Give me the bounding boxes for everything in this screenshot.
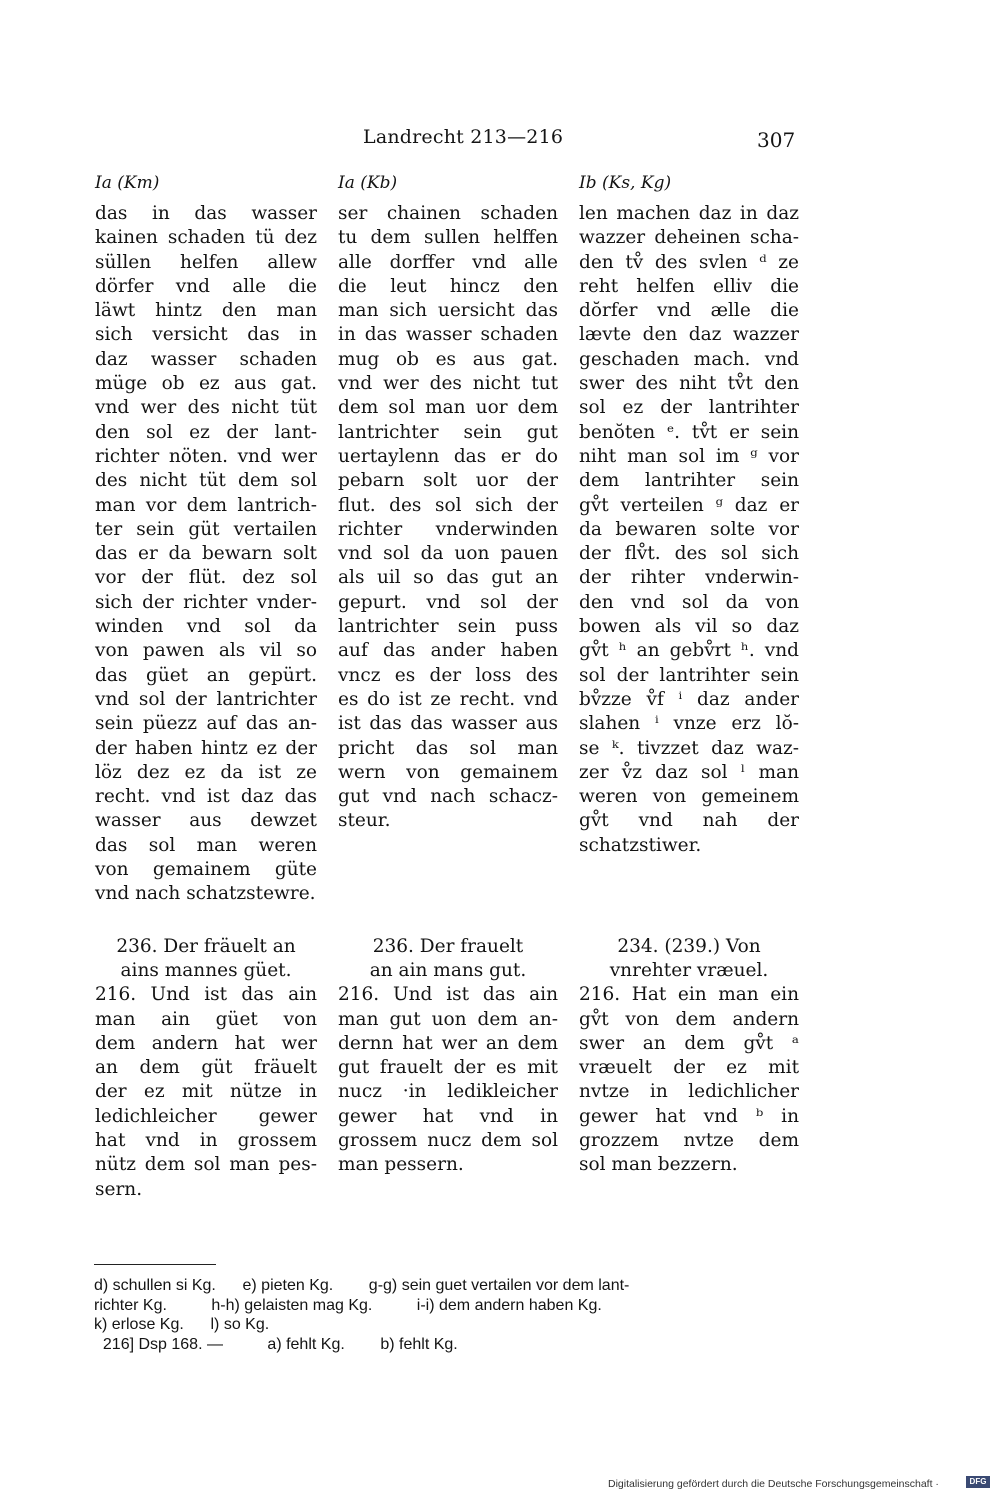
text-line: zer v̊z daz sol ˡ man	[579, 761, 799, 783]
text-line: vræuelt der ez mit	[579, 1057, 799, 1079]
body-text-ks-kg	[579, 202, 799, 858]
footnote-line: k) erlose Kg. l) so Kg.	[94, 1316, 270, 1333]
text-line: man pessern.	[338, 1154, 464, 1176]
column-heading-kb: Ia (Kb)	[338, 173, 398, 193]
text-line: ser chainen schaden	[338, 203, 558, 224]
text-line: nucz ·in ledikleicher	[338, 1081, 558, 1103]
text-line: nütz dem sol man pes-	[95, 1154, 317, 1176]
text-line: gv̊t von dem andern	[579, 1008, 799, 1030]
text-line: weren von gemeinem	[579, 786, 799, 808]
column-heading-km: Ia (Km)	[95, 173, 160, 193]
text-line: gv̊t verteilen ᵍ daz er	[579, 494, 799, 516]
text-line: 236. Der fräuelt an	[116, 935, 296, 957]
text-line: 216. Und ist das ain	[95, 984, 317, 1006]
text-line: läwt hintz den man	[95, 300, 317, 322]
text-line: dem andern hat wer	[95, 1032, 317, 1054]
text-line: lantrichter sein gut	[338, 421, 558, 443]
text-line: wasser aus dewzet	[95, 810, 317, 832]
section-236-km	[95, 935, 317, 1202]
text-line: den vnd sol da von	[579, 591, 799, 613]
text-line: ledichleicher gewer	[95, 1105, 317, 1127]
text-line: bv̊zze v̊f ⁱ daz ander	[579, 688, 799, 710]
text-line: die leut hincz den	[338, 275, 558, 297]
text-line: mug ob es aus gat.	[338, 348, 558, 370]
text-line: von pawen als vil so	[95, 640, 317, 662]
text-line: des nicht tüt dem sol	[95, 470, 317, 492]
text-line: richter vnderwinden	[338, 518, 558, 540]
text-line: benŏten ᵉ. tv̊t er sein	[579, 421, 799, 443]
text-line: ter sein güt vertailen	[95, 518, 317, 540]
text-line: winden vnd sol da	[95, 616, 317, 638]
text-line: dem lantrihter sein	[579, 470, 799, 492]
footnote-line: 216] Dsp 168. — a) fehlt Kg. b) fehlt Kg.	[94, 1335, 458, 1353]
text-line: slahen ⁱ vnze erz lŏ-	[579, 713, 799, 735]
footnote-rule	[94, 1264, 216, 1265]
text-line: dernn hat wer an dem	[338, 1032, 558, 1054]
text-line: auf das ander haben	[338, 640, 558, 662]
text-line: bowen als vil so daz	[579, 616, 799, 638]
footnotes	[94, 1276, 800, 1354]
text-line: dem sol man uor dem	[338, 397, 558, 419]
text-line: ains mannes güet.	[120, 959, 292, 981]
text-line: an ain mans gut.	[369, 959, 527, 981]
page-number: 307	[757, 128, 796, 152]
text-line: gut frauelt der es mit	[338, 1057, 558, 1079]
text-line: vnd nach schatzstewre.	[95, 883, 316, 905]
text-line: grossem nucz dem sol	[338, 1129, 558, 1151]
text-line: sein püezz auf das an-	[95, 713, 317, 735]
text-line: an dem güt fräuelt	[95, 1057, 317, 1079]
text-line: sol ez der lantrihter	[579, 397, 799, 419]
text-column-ks-kg	[579, 202, 799, 1178]
text-line: vnd sol da uon pauen	[338, 543, 558, 565]
text-line: es do ist ze recht. vnd	[338, 688, 558, 710]
body-text-km	[95, 202, 317, 907]
text-column-km	[95, 202, 317, 1202]
section-234-ks-kg	[579, 935, 799, 1178]
text-line: vnrehter vræuel.	[609, 959, 769, 981]
text-line: gut vnd nach schacz-	[338, 786, 558, 808]
text-line: süllen helfen allew	[95, 251, 317, 273]
text-line: vnd wer des nicht tut	[338, 373, 558, 395]
text-line: grozzem nvtze dem	[579, 1129, 799, 1151]
text-line: vor der flüt. dez sol	[95, 567, 317, 589]
text-line: das in das wasser	[95, 203, 317, 224]
text-line: geschaden mach. vnd	[579, 348, 799, 370]
text-line: der haben hintz ez der	[95, 737, 317, 759]
text-line: schatzstiwer.	[579, 834, 702, 856]
text-line: alle dorffer vnd alle	[338, 251, 558, 273]
text-line: den sol ez der lant-	[95, 421, 317, 443]
text-line: steur.	[338, 810, 391, 832]
text-line: 216. Und ist das ain	[338, 984, 558, 1006]
text-line: swer des niht tv̊t den	[579, 373, 799, 395]
text-line: gepurt. vnd sol der	[338, 591, 558, 613]
text-line: sich versicht das in	[95, 324, 317, 346]
text-line: man vor dem lantrich-	[95, 494, 317, 516]
text-line: sich der richter vnder-	[95, 591, 317, 613]
text-line: müge ob ez aus gat.	[95, 373, 317, 395]
footnote-line: d) schullen si Kg. e) pieten Kg. g-g) sein guet vertailen vor dem lant-	[94, 1277, 630, 1294]
text-line: der ez mit nütze in	[95, 1081, 317, 1103]
text-line: flut. des sol sich der	[338, 494, 558, 516]
text-line: se ᵏ. tivzzet daz waz-	[579, 737, 799, 759]
text-line: richter nöten. vnd wer	[95, 445, 317, 467]
text-line: dŏrfer vnd ælle die	[579, 300, 799, 322]
text-line: sol der lantrihter sein	[579, 664, 799, 686]
digitization-credit: Digitalisierung gefördert durch die Deutsche Forschungsgemeinschaft ·	[608, 1478, 939, 1490]
text-line: daz wasser schaden	[95, 348, 317, 370]
text-line: der rihter vnderwin-	[579, 567, 799, 589]
text-line: pricht das sol man	[338, 737, 558, 759]
text-line: dörfer vnd alle die	[95, 275, 317, 297]
text-line: man sich uersicht das	[338, 300, 558, 322]
text-line: das güet an gepürt.	[95, 664, 317, 686]
text-line: pebarn solt uor der	[338, 470, 558, 492]
text-line: 236. Der frauelt	[372, 935, 524, 957]
text-line: hat vnd in grossem	[95, 1129, 317, 1151]
text-line: das er da bewarn solt	[95, 543, 317, 565]
text-line: als uil so das gut an	[338, 567, 558, 589]
footnote-line: richter Kg. h-h) gelaisten mag Kg. i-i) dem andern haben Kg.	[94, 1296, 602, 1314]
text-line: lævte den daz wazzer	[579, 324, 799, 346]
text-line: den tv̊ des svlen ᵈ ze	[579, 251, 799, 273]
text-line: niht man sol im ᵍ vor	[579, 445, 799, 467]
text-line: lantrichter sein puss	[338, 616, 558, 638]
text-line: vncz es der loss des	[338, 664, 558, 686]
text-line: 234. (239.) Von	[617, 935, 761, 957]
text-line: 216. Hat ein man ein	[579, 984, 799, 1006]
text-line: vnd sol der lantrichter	[95, 688, 317, 710]
text-line: swer an dem gv̊t ᵃ	[579, 1032, 799, 1054]
text-line: nvtze in ledichlicher	[579, 1081, 799, 1103]
body-text-kb	[338, 202, 558, 834]
text-line: man gut uon dem an-	[338, 1008, 558, 1030]
text-line: reht helfen elliv die	[579, 275, 799, 297]
text-line: da bewaren solte vor	[579, 518, 799, 540]
text-line: gv̊t ʰ an gebv̊rt ʰ. vnd	[579, 640, 799, 662]
text-line: wern von gemainem	[338, 761, 558, 783]
text-line: uertaylenn das er do	[338, 445, 558, 467]
text-line: gv̊t vnd nah der	[579, 810, 799, 832]
column-heading-ks-kg: Ib (Ks, Kg)	[579, 173, 672, 193]
text-line: der flv̊t. des sol sich	[579, 543, 799, 565]
dfg-logo: DFG	[966, 1476, 990, 1488]
running-title: Landrecht 213—216	[363, 126, 564, 148]
text-line: das sol man weren	[95, 834, 317, 856]
text-line: kainen schaden tü dez	[95, 227, 317, 249]
text-line: man ain güet von	[95, 1008, 317, 1030]
text-line: sol man bezzern.	[579, 1154, 738, 1176]
text-line: tu dem sullen helffen	[338, 227, 558, 249]
text-line: gewer hat vnd in	[338, 1105, 558, 1127]
text-line: len machen daz in daz	[579, 203, 799, 224]
text-line: von gemainem güte	[95, 859, 317, 881]
text-line: in das wasser schaden	[338, 324, 558, 346]
section-236-kb	[338, 935, 558, 1178]
text-line: wazzer deheinen scha-	[579, 227, 799, 249]
text-line: löz dez ez da ist ze	[95, 761, 317, 783]
text-line: sern.	[95, 1178, 143, 1200]
text-line: recht. vnd ist daz das	[95, 786, 317, 808]
text-column-kb	[338, 202, 558, 1178]
text-line: gewer hat vnd ᵇ in	[579, 1105, 799, 1127]
text-line: ist das das wasser aus	[338, 713, 558, 735]
text-line: vnd wer des nicht tüt	[95, 397, 317, 419]
